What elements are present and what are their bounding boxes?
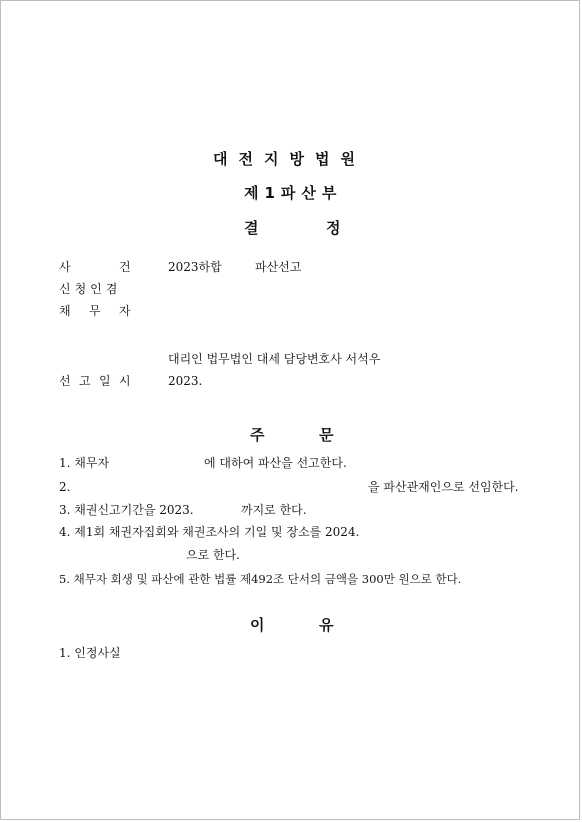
order-item-3a: 3. 채권신고기간을 2023.: [59, 503, 194, 517]
order-item-4a: 4. 제1회 채권자집회와 채권조사의 기일 및 장소를 2024.: [59, 525, 360, 539]
order-item-1b: 에 대하여 파산을 선고한다.: [204, 456, 347, 470]
declaration-date: 2023.: [168, 374, 203, 388]
order-item-2b: 을 파산관재인으로 선임한다.: [368, 480, 519, 494]
order-item-2a: 2.: [59, 480, 71, 494]
order-item-3b: 까지로 한다.: [241, 503, 307, 517]
date-label-3: 일: [99, 374, 111, 388]
case-number: 2023하합: [168, 260, 222, 274]
reason-item-1: 1. 인정사실: [59, 646, 121, 660]
applicant-label: 신청인겸: [59, 282, 122, 296]
date-label-1: 선: [59, 374, 71, 388]
decision-title-1: 결: [244, 219, 259, 237]
reason-heading-2: 유: [319, 616, 334, 634]
order-item-4b: 으로 한다.: [186, 548, 240, 562]
decision-title-2: 정: [326, 219, 341, 237]
debtor-label-3: 자: [119, 304, 131, 318]
debtor-label-2: 무: [89, 304, 101, 318]
order-item-5: 5. 채무자 회생 및 파산에 관한 법률 제492조 단서의 금액을 300만 원으로 한다.: [59, 572, 462, 586]
date-label-2: 고: [79, 374, 91, 388]
case-label-2: 건: [119, 260, 131, 274]
department-name: 제1파산부: [244, 184, 343, 202]
reason-heading-1: 이: [250, 616, 265, 634]
case-label-1: 사: [59, 260, 71, 274]
court-name: 대전지방법원: [213, 150, 366, 168]
order-heading-2: 문: [319, 426, 334, 444]
order-item-1a: 1. 채무자: [59, 456, 110, 470]
order-heading-1: 주: [250, 426, 265, 444]
representative: 대리인 법무법인 대세 담당변호사 서석우: [168, 352, 381, 366]
case-name: 파산선고: [255, 260, 302, 274]
debtor-label-1: 채: [59, 304, 71, 318]
date-label-4: 시: [119, 374, 131, 388]
